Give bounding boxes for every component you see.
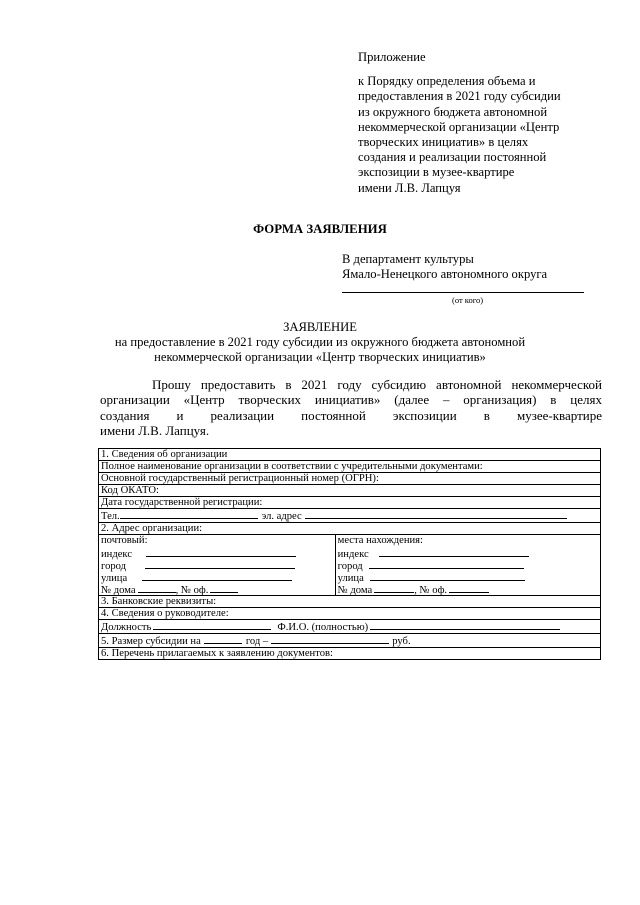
location-label: места нахождения:: [337, 535, 423, 546]
section-4-header: 4. Сведения о руководителе:: [99, 608, 601, 620]
from-caption: (от кого): [452, 295, 484, 305]
ogrn-field[interactable]: Основной государственный регистрационный номер (ОГРН):: [99, 473, 601, 485]
bank-details-field[interactable]: 3. Банковские реквизиты:: [99, 596, 601, 608]
subsidy-currency: руб.: [392, 636, 411, 647]
documents-list-field[interactable]: 6. Перечень прилагаемых к заявлению документов:: [99, 648, 601, 660]
section-1-header: 1. Сведения об организации: [99, 449, 601, 461]
appendix-line: создания и реализации постоянной: [358, 150, 547, 165]
table-row: [99, 509, 601, 523]
postal-address-cell[interactable]: [99, 535, 336, 596]
table-row: [99, 473, 601, 485]
appendix-line: экспозиции в музее-квартире: [358, 165, 515, 180]
appendix-line: предоставления в 2021 году субсидии: [358, 89, 561, 104]
subsidy-prefix: 5. Размер субсидии на: [101, 636, 201, 647]
statement-title: ЗАЯВЛЕНИЕ: [283, 320, 357, 334]
email-label: эл. адрес: [261, 511, 302, 522]
addressee-block: [342, 252, 547, 282]
table-row: [99, 620, 601, 634]
fio-label: Ф.И.О. (полностью): [277, 622, 369, 633]
appendix-line: имени Л.В. Лапцуя: [358, 180, 461, 195]
location-address-cell[interactable]: [335, 535, 600, 596]
application-form-table: [98, 448, 601, 660]
postal-office-label: , № оф.: [175, 585, 209, 596]
postal-street-label: улица: [101, 573, 128, 584]
request-line: организации «Центр творческих инициатив» (далее – организация) в целях: [100, 392, 602, 408]
postal-city-label: город: [101, 561, 127, 572]
table-row: [99, 461, 601, 473]
request-line: имени Л.В. Лапцуя.: [100, 422, 210, 438]
location-city-label: город: [337, 561, 363, 572]
section-2-header: 2. Адрес организации:: [99, 523, 601, 535]
table-row: [99, 608, 601, 620]
appendix-line: из окружного бюджета автономной: [358, 104, 548, 119]
table-row: [99, 523, 601, 535]
location-street-label: улица: [337, 573, 364, 584]
location-house-label: № дома: [337, 585, 373, 596]
table-row: [99, 485, 601, 497]
statement-subtitle-line-1: на предоставление в 2021 году субсидии из окружного бюджета автономной: [114, 335, 526, 349]
subsidy-amount-row[interactable]: [99, 634, 601, 648]
location-index-label: индекс: [337, 549, 369, 560]
full-name-field[interactable]: Полное наименование организации в соответствии с учредительными документами:: [99, 461, 601, 473]
position-label: Должность: [101, 622, 152, 633]
request-paragraph: [100, 377, 602, 438]
table-row: [99, 497, 601, 509]
table-row: [99, 449, 601, 461]
tel-label: Тел.: [101, 511, 120, 522]
table-row: [99, 596, 601, 608]
location-office-label: , № оф.: [414, 585, 448, 596]
reg-date-field[interactable]: Дата государственной регистрации:: [99, 497, 601, 509]
request-line: Прошу предоставить в 2021 году субсидию автономной некоммерческой: [152, 377, 602, 392]
postal-label: почтовый:: [101, 535, 148, 546]
appendix-line: творческих инициатив» в целях: [358, 135, 529, 150]
table-row: [99, 634, 601, 648]
appendix-line: к Порядку определения объема и: [358, 74, 536, 89]
postal-index-label: индекс: [101, 549, 133, 560]
postal-house-label: № дома: [101, 585, 136, 596]
table-row: [99, 535, 601, 596]
appendix-line: некоммерческой организации «Центр: [358, 119, 560, 134]
statement-subtitle-line-2: некоммерческой организации «Центр творческих инициатив»: [154, 350, 486, 364]
appendix-block: [358, 50, 561, 196]
form-title: ФОРМА ЗАЯВЛЕНИЯ: [253, 222, 387, 236]
contacts-row[interactable]: [99, 509, 601, 523]
from-field-line[interactable]: [342, 292, 584, 293]
okato-field[interactable]: Код ОКАТО:: [99, 485, 601, 497]
addressee-line-2: Ямало-Ненецкого автономного округа: [342, 267, 548, 281]
addressee-line-1: В департамент культуры: [342, 252, 474, 266]
table-row: [99, 648, 601, 660]
head-position-row[interactable]: [99, 620, 601, 634]
statement-heading: [0, 320, 640, 365]
appendix-title: Приложение: [358, 50, 426, 64]
subsidy-year-label: год –: [245, 636, 269, 647]
request-line: создания и реализации постоянной экспозиции в музее-квартире: [100, 407, 602, 423]
